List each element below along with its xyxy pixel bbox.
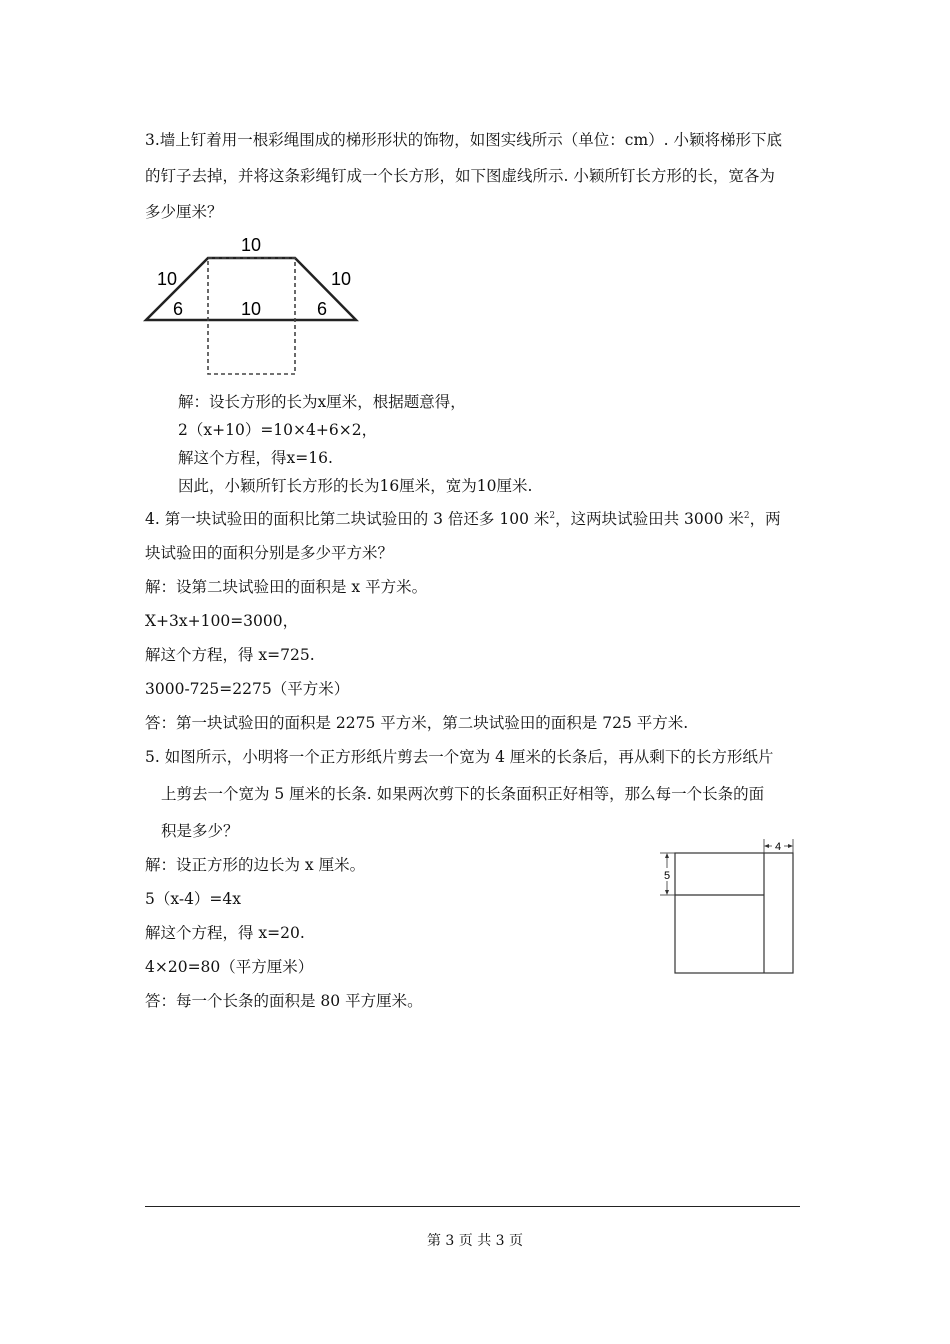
footer-divider	[145, 1206, 800, 1207]
trapezoid-figure	[140, 230, 370, 380]
label-right-base: 6	[316, 299, 328, 319]
q4-solution-line4: 3000-725=2275（平方米）	[145, 680, 350, 698]
q4-text-line2: 块试验田的面积分别是多少平方米？	[145, 544, 394, 562]
q3-solution-line4: 因此，小颖所钉长方形的长为16厘米，宽为10厘米.	[178, 477, 533, 495]
square-paper-figure	[655, 835, 805, 980]
q4-text-line1: 4. 第一块试验田的面积比第二块试验田的 3 倍还多 100 米$^2$，这两块试验田共 3000 米$^2$，两	[145, 510, 781, 529]
q5-answer: 答：每一个长条的面积是 80 平方厘米。	[145, 992, 423, 1010]
q3-text-line2: 的钉子去掉，并将这条彩绳钉成一个长方形，如下图虚线所示. 小颖所钉长方形的长，宽各为	[145, 167, 775, 185]
label-right-side: 10	[330, 269, 352, 289]
q5-text-line1: 5. 如图所示，小明将一个正方形纸片剪去一个宽为 4 厘米的长条后，再从剩下的长方形纸片	[145, 748, 774, 766]
label-width-4: 4	[774, 841, 782, 853]
label-left-base: 6	[172, 299, 184, 319]
q5-solution-line4: 4×20=80（平方厘米）	[145, 958, 314, 976]
label-top: 10	[240, 235, 262, 255]
q5-solution-line1: 解：设正方形的边长为 x 厘米。	[145, 856, 366, 874]
q4-answer: 答：第一块试验田的面积是 2275 平方米，第二块试验田的面积是 725 平方米.	[145, 714, 689, 732]
label-mid-base: 10	[240, 299, 262, 319]
q3-text-line3: 多少厘米？	[145, 203, 223, 221]
label-height-5: 5	[663, 870, 671, 882]
q5-text-line2: 上剪去一个宽为 5 厘米的长条. 如果两次剪下的长条面积正好相等，那么每一个长条的面	[161, 785, 765, 803]
q4-solution-line2: X+3x+100=3000，	[145, 612, 299, 630]
label-left-side: 10	[156, 269, 178, 289]
q4-solution-line3: 解这个方程，得 x=725.	[145, 646, 315, 664]
q3-solution-line2: 2（x+10）=10×4+6×2，	[178, 421, 378, 439]
q4-solution-line1: 解：设第二块试验田的面积是 x 平方米。	[145, 578, 428, 596]
q5-solution-line3: 解这个方程，得 x=20.	[145, 924, 305, 942]
q5-solution-line2: 5（x-4）=4x	[145, 890, 242, 908]
q3-solution-line3: 解这个方程，得x=16.	[178, 449, 333, 467]
q5-text-line3: 积是多少？	[161, 822, 239, 840]
square-outline	[675, 853, 793, 973]
q3-text-line1: 3.墙上钉着用一根彩绳围成的梯形形状的饰物，如图实线所示（单位：cm）. 小颖将梯形下底	[145, 131, 783, 149]
page-number: 第 3 页 共 3 页	[426, 1233, 524, 1249]
q3-solution-line1: 解：设长方形的长为x厘米，根据题意得，	[178, 393, 466, 411]
